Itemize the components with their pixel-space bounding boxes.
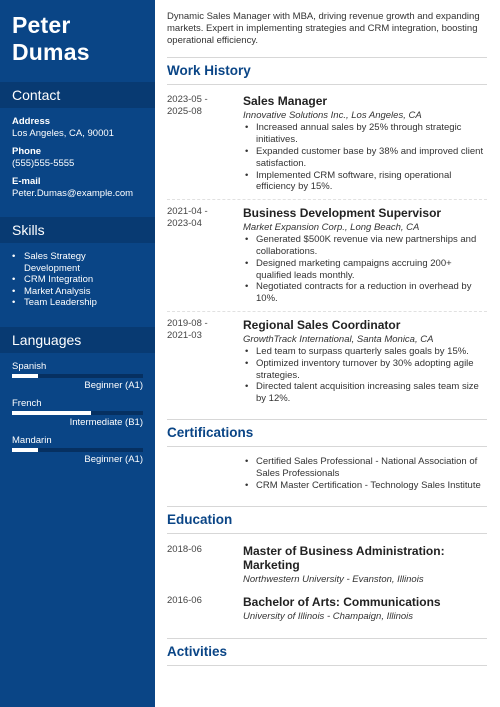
- job-title: Regional Sales Coordinator: [243, 317, 401, 332]
- job-bullet: • Expanded customer base by 38% and improved client satisfaction.: [243, 146, 487, 170]
- education-entry: [167, 544, 487, 586]
- candidate-name: [0, 0, 155, 66]
- job-date-start: 2023-05 -: [167, 94, 208, 106]
- phone-label: Phone: [12, 146, 42, 157]
- language-proficiency-bar: [12, 448, 143, 452]
- skill-item: • CRM Integration: [12, 274, 143, 286]
- language-name: Spanish: [12, 360, 47, 372]
- school-name: Northwestern University - Evanston, Illinois: [243, 574, 424, 586]
- job-dates: [167, 206, 243, 305]
- skill-item: • Market Analysis: [12, 286, 143, 298]
- degree-title: Bachelor of Arts: Communications: [243, 595, 441, 610]
- degree-title: Master of Business Administration: Marketing: [243, 544, 445, 573]
- language-item: [12, 398, 143, 429]
- skills-heading: Skills: [0, 217, 155, 243]
- phone-value: (555)555-5555: [12, 158, 75, 169]
- last-name: Dumas: [12, 39, 90, 65]
- professional-summary: Dynamic Sales Manager with MBA, driving revenue growth and expanding markets. Expert in implementing strategies and CRM integration, boosting operational efficiency.: [167, 11, 480, 46]
- job-dates: [167, 94, 243, 193]
- job-date-end: 2025-08: [167, 106, 202, 118]
- languages-section: [0, 353, 155, 466]
- job-date-end: 2023-04: [167, 217, 202, 229]
- job-bullet: • Implemented CRM software, rising operational efficiency by 15%.: [243, 170, 487, 194]
- language-item: [12, 361, 143, 392]
- language-proficiency-bar: [12, 374, 143, 378]
- education-details: [243, 595, 487, 623]
- email-value[interactable]: Peter.Dumas@example.com: [12, 188, 134, 199]
- job-company: GrowthTrack International, Santa Monica, CA: [243, 333, 434, 345]
- language-level: Beginner (A1): [84, 379, 143, 391]
- school-name: University of Illinois - Champaign, Illinois: [243, 611, 414, 623]
- language-proficiency-bar: [12, 411, 143, 415]
- first-name: Peter: [12, 12, 71, 38]
- divider: [167, 311, 487, 312]
- language-proficiency-fill: [12, 374, 38, 378]
- education-heading: Education: [167, 506, 487, 534]
- main-content: [155, 0, 500, 707]
- divider: [167, 199, 487, 200]
- job-bullet: • Negotiated contracts for a reduction in overhead by 10%.: [243, 281, 487, 305]
- language-proficiency-fill: [12, 411, 91, 415]
- job-entry: [167, 318, 487, 405]
- language-level: Beginner (A1): [84, 453, 143, 465]
- certification-item: • CRM Master Certification - Technology Sales Institute: [243, 480, 487, 492]
- education-entry: [167, 595, 487, 623]
- job-details: [243, 206, 487, 305]
- certifications-heading: Certifications: [167, 419, 487, 447]
- contact-section: [0, 108, 155, 200]
- job-bullet: • Generated $500K revenue via new partnerships and collaborations.: [243, 234, 487, 258]
- job-entry: [167, 94, 487, 193]
- job-title: Business Development Supervisor: [243, 206, 442, 221]
- job-bullet: • Increased annual sales by 25% through strategic initiatives.: [243, 122, 487, 146]
- job-bullet: • Optimized inventory turnover by 30% adopting agile strategies.: [243, 358, 487, 382]
- address-label: Address: [12, 116, 51, 127]
- job-date-start: 2021-04 -: [167, 206, 208, 218]
- education-details: [243, 544, 487, 586]
- certifications-entry: [167, 456, 487, 491]
- language-name: French: [12, 397, 42, 409]
- activities-heading: Activities: [167, 638, 487, 666]
- job-bullet: • Directed talent acquisition increasing sales team size by 12%.: [243, 381, 487, 405]
- skill-item: • Team Leadership: [12, 297, 143, 309]
- job-entry: [167, 206, 487, 305]
- contact-heading: Contact: [0, 82, 155, 108]
- job-details: [243, 94, 487, 193]
- education-date: 2018-06: [167, 544, 202, 556]
- sidebar: [0, 0, 155, 707]
- job-dates: [167, 318, 243, 405]
- job-company: Market Expansion Corp., Long Beach, CA: [243, 222, 420, 234]
- certifications-list: [243, 456, 487, 491]
- address-value: Los Angeles, CA, 90001: [12, 128, 114, 139]
- language-name: Mandarin: [12, 434, 52, 446]
- job-company: Innovative Solutions Inc., Los Angeles, CA: [243, 110, 422, 122]
- education-date: 2016-06: [167, 595, 202, 607]
- language-item: [12, 435, 143, 466]
- skills-section: [0, 243, 155, 309]
- job-details: [243, 318, 487, 405]
- job-bullet: • Designed marketing campaigns accruing 200+ qualified leads monthly.: [243, 258, 487, 282]
- job-title: Sales Manager: [243, 94, 328, 109]
- job-bullet: • Led team to surpass quarterly sales goals by 15%.: [243, 346, 487, 358]
- email-label: E-mail: [12, 176, 41, 187]
- languages-heading: Languages: [0, 327, 155, 353]
- certification-item: • Certified Sales Professional - National Association of Sales Professionals: [243, 456, 487, 480]
- language-proficiency-fill: [12, 448, 38, 452]
- job-date-end: 2021-03: [167, 329, 202, 341]
- job-date-start: 2019-08 -: [167, 317, 208, 329]
- skill-item: • Sales Strategy Development: [12, 251, 143, 274]
- work-history-heading: Work History: [167, 57, 487, 85]
- language-level: Intermediate (B1): [69, 416, 143, 428]
